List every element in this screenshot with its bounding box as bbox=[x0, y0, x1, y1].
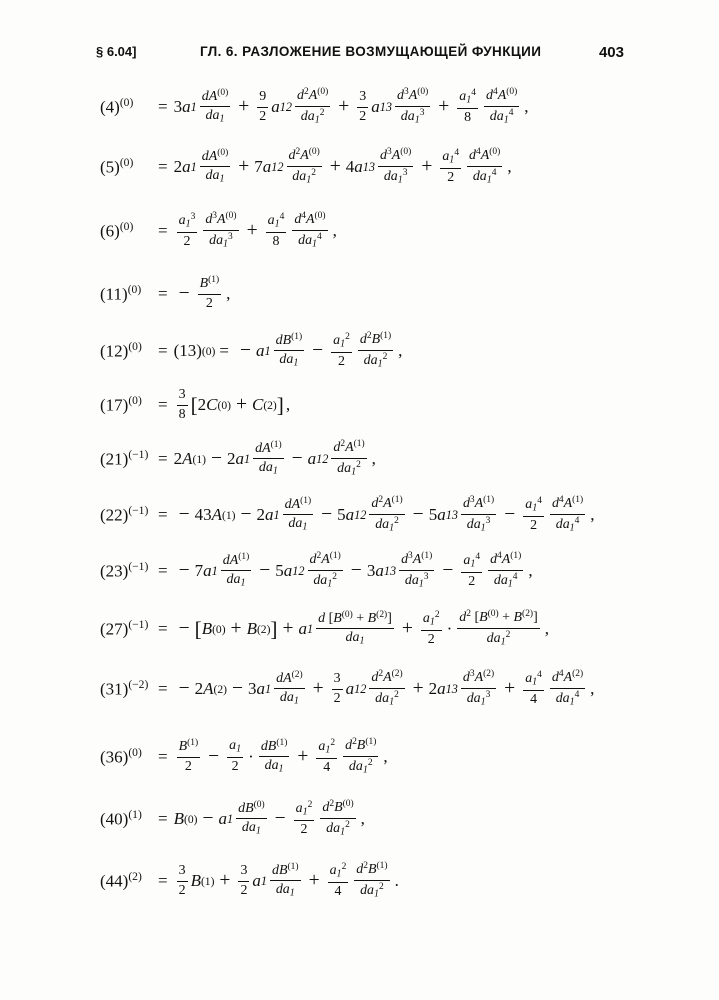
equation-5: $(5)^{(0)}$ = 2 a 1 $\frac{dA^{(0)}}{da1}$ + 7 a 1 2 $\frac{d^2A^{(0)}}{da1^2}$ + 4 a 1 3 $\frac{d^3A^{(0)}}{da1^3}$ + $\frac{a1^4}{2}$ $\frac{d^4A^{(0)}}{da1^4}$ , bbox=[100, 147, 512, 186]
equation-label: $(27)^{(-1)}$ bbox=[100, 618, 149, 639]
equation-23: $(23)^{(-1)}$ = − 7 a 1 $\frac{dA^{(1)}}{da1}$ − 5 a 1 2 $\frac{d^2A^{(1)}}{da1^2}$ − 3 a 1 3 $\frac{d^3A^{(1)}}{da1^3}$ − $\frac{a1^4}{2}$ $\frac{d^4A^{(1)}}{da1^4}$ , bbox=[100, 551, 533, 590]
equation-22: $(22)^{(-1)}$ = − 43 A (1) − 2 a 1 $\frac{dA^{(1)}}{da1}$ − 5 a 1 2 $\frac{d^2A^{(1)}}{da1^2}$ − 5 a 1 3 $\frac{d^3A^{(1)}}{da1^3}$ − $\frac{a1^4}{2}$ $\frac{d^4A^{(1)}}{da1^4}$ , bbox=[100, 495, 595, 534]
equation-label: $(21)^{(-1)}$ bbox=[100, 448, 149, 469]
equation-label: $(6)^{(0)}$ bbox=[100, 220, 134, 241]
page-number: 403 bbox=[598, 44, 624, 61]
equation-label: $(22)^{(-1)}$ bbox=[100, 504, 149, 525]
equation-label: $(4)^{(0)}$ bbox=[100, 96, 134, 117]
equation-label: $(31)^{(-2)}$ bbox=[100, 678, 149, 699]
equation-label: $(12)^{(0)}$ bbox=[100, 340, 142, 361]
equation-21: $(21)^{(-1)}$ = 2 A (1) − 2 a 1 $\frac{dA^{(1)}}{da1}$ − a 1 2 $\frac{d^2A^{(1)}}{da1^2}$ , bbox=[100, 439, 376, 478]
equation-44: $(44)^{(2)}$ = $\frac{3}{2}$ B (1) + $\frac{3}{2}$ a 1 $\frac{dB^{(1)}}{da1}$ + $\frac{a1^2}{4}$ $\frac{d^2B^{(1)}}{da1^2}$ . bbox=[100, 861, 399, 900]
equation-label: $(17)^{(0)}$ bbox=[100, 394, 142, 415]
equation-4: $(4)^{(0)}$ = 3 a 1 $\frac{dA^{(0)}}{da1}$ + $\frac{9}{2}$ a 1 2 $\frac{d^2A^{(0)}}{da1^2}$ + $\frac{3}{2}$ a 1 3 $\frac{d^3A^{(0)}}{da1^3}$ + $\frac{a1^4}{8}$ $\frac{d^4A^{(0)}}{da1^4}$ , bbox=[100, 87, 529, 126]
equation-label: $(11)^{(0)}$ bbox=[100, 283, 142, 304]
equation-label: $(44)^{(2)}$ bbox=[100, 870, 142, 891]
equation-27: $(27)^{(-1)}$ = − [ B (0) + B (2) ] + a 1 $\frac{d [B^{(0)} + B^{(2)}]}{da1}$ + $\frac{a1^2}{2}$ · $\frac{d^2 [B^{(0)} + B^{(2)}]}{da1^2}$ , bbox=[100, 609, 549, 648]
equation-17: $(17)^{(0)}$ = $\frac{3}{8}$ [ 2 C (0) + C (2) ] , bbox=[100, 387, 291, 422]
equation-12: $(12)^{(0)}$ = (13) (0) = − a 1 $\frac{dB^{(1)}}{da1}$ − $\frac{a1^2}{2}$ $\frac{d^2B^{(1)}}{da1^2}$ , bbox=[100, 331, 403, 370]
equation-label: $(5)^{(0)}$ bbox=[100, 156, 134, 177]
equation-36: $(36)^{(0)}$ = $\frac{B^{(1)}}{2}$ − $\frac{a1}{2}$ · $\frac{dB^{(1)}}{da1}$ + $\frac{a1^2}{4}$ $\frac{d^2B^{(1)}}{da1^2}$ , bbox=[100, 737, 388, 776]
equation-31: $(31)^{(-2)}$ = − 2 A (2) − 3 a 1 $\frac{dA^{(2)}}{da1}$ + $\frac{3}{2}$ a 1 2 $\frac{d^2A^{(2)}}{da1^2}$ + 2 a 1 3 $\frac{d^3A^{(2)}}{da1^3}$ + $\frac{a1^4}{4}$ $\frac{d^4A^{(2)}}{da1^4}$ , bbox=[100, 669, 595, 708]
equation-40: $(40)^{(1)}$ = B (0) − a 1 $\frac{dB^{(0)}}{da1}$ − $\frac{a1^2}{2}$ $\frac{d^2B^{(0)}}{da1^2}$ , bbox=[100, 799, 365, 838]
equation-label: $(23)^{(-1)}$ bbox=[100, 560, 149, 581]
section-number: § 6.04] bbox=[96, 44, 137, 59]
running-header bbox=[96, 44, 624, 68]
equation-label: $(40)^{(1)}$ bbox=[100, 808, 142, 829]
equation-label: $(36)^{(0)}$ bbox=[100, 746, 142, 767]
chapter-title: ГЛ. 6. РАЗЛОЖЕНИЕ ВОЗМУЩАЮЩЕЙ ФУНКЦИИ bbox=[200, 44, 542, 59]
equation-6: $(6)^{(0)}$ = $\frac{a1^3}{2}$ $\frac{d^3A^{(0)}}{da1^3}$ + $\frac{a1^4}{8}$ $\frac{d^4A^{(0)}}{da1^4}$ , bbox=[100, 211, 337, 250]
equation-11: $(11)^{(0)}$ = − $\frac{B^{(1)}}{2}$ , bbox=[100, 275, 231, 311]
